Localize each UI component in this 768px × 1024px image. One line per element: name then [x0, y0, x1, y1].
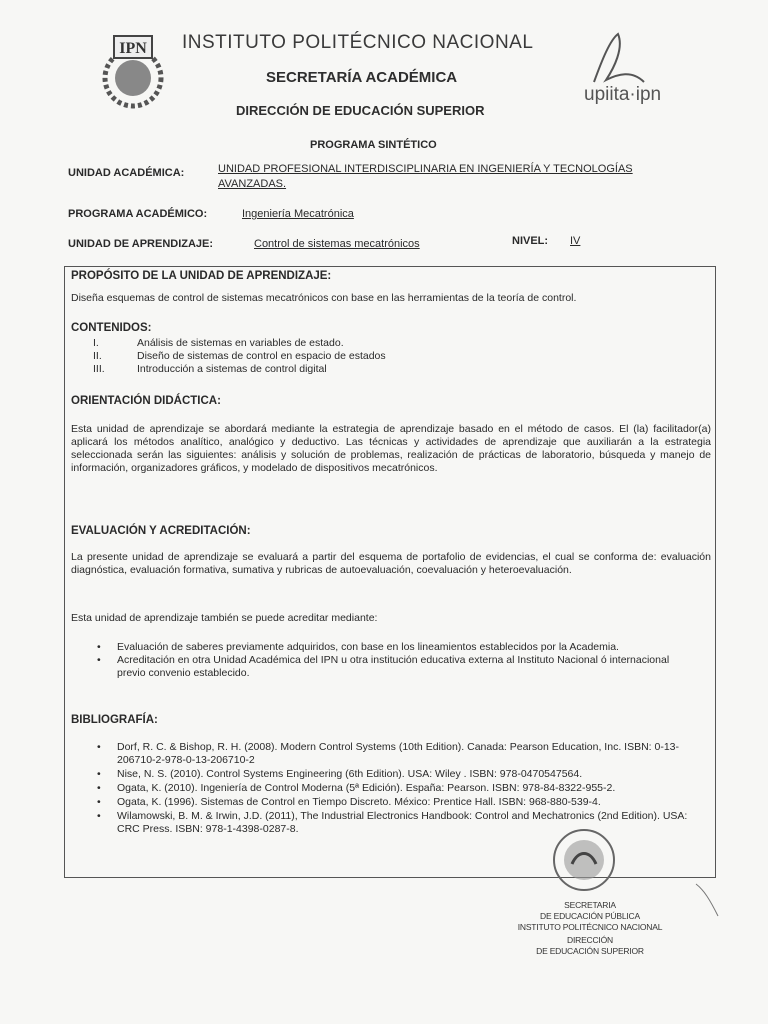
item-text: Análisis de sistemas en variables de estado.: [137, 337, 344, 349]
list-item: • Ogata, K. (2010). Ingeniería de Control Moderna (5ª Edición). España: Pearson. ISBN: 978-84-8322-955-2.: [71, 782, 711, 795]
list-item: [71, 337, 711, 350]
stamp-line: INSTITUTO POLITÉCNICO NACIONAL: [517, 922, 663, 932]
unidad-academica-value-line2: AVANZADAS.: [218, 178, 287, 190]
list-item: • Acreditación en otra Unidad Académica del IPN u otra institución educativa externa al Instituto Nacional ó internacional previo convenio establecido.: [71, 654, 691, 680]
stamp-line: DE EDUCACIÓN PÚBLICA: [540, 911, 640, 921]
acreditacion-intro: Esta unidad de aprendizaje también se puede acreditar mediante:: [71, 612, 378, 624]
mexico-seal-icon: [552, 828, 616, 892]
item-number: II.: [93, 350, 102, 362]
secretaria-title: SECRETARÍA ACADÉMICA: [266, 69, 458, 86]
contenidos-heading: CONTENIDOS:: [71, 322, 152, 334]
unidad-academica-value-line1: UNIDAD PROFESIONAL INTERDISCIPLINARIA EN INGENIERÍA Y TECNOLOGÍAS: [218, 163, 633, 175]
signature-mark: [694, 880, 724, 925]
nivel-label: NIVEL:: [512, 235, 549, 247]
upiita-logo-text: upiita·ipn: [584, 84, 662, 105]
direccion-title: DIRECCIÓN DE EDUCACIÓN SUPERIOR: [236, 103, 485, 118]
programa-sintetico-title: PROGRAMA SINTÉTICO: [310, 139, 437, 151]
item-text: Diseño de sistemas de control en espacio de estados: [137, 350, 386, 362]
bibliografia-list: [71, 741, 711, 836]
programa-academico-value: Ingeniería Mecatrónica: [242, 208, 354, 220]
evaluacion-heading: EVALUACIÓN Y ACREDITACIÓN:: [71, 525, 251, 537]
nivel-value: IV: [570, 235, 581, 247]
list-item: [71, 350, 711, 363]
ipn-logo: [100, 34, 166, 112]
unidad-aprendizaje-label: UNIDAD DE APRENDIZAJE:: [68, 238, 214, 250]
bibliografia-heading: BIBLIOGRAFÍA:: [71, 714, 158, 726]
orientacion-heading: ORIENTACIÓN DIDÁCTICA:: [71, 395, 221, 407]
institute-title: INSTITUTO POLITÉCNICO NACIONAL: [182, 32, 534, 53]
svg-text:IPN: IPN: [119, 40, 147, 57]
list-item: • Dorf, R. C. & Bishop, R. H. (2008). Modern Control Systems (10th Edition). Canada: Pearson Education, Inc. ISBN: 0-13-206710-2-978-0-13-206710-2: [71, 741, 711, 767]
list-item: • Ogata, K. (1996). Sistemas de Control en Tiempo Discreto. México: Prentice Hall. ISBN: 968-880-539-4.: [71, 796, 711, 809]
proposito-heading: PROPÓSITO DE LA UNIDAD DE APRENDIZAJE:: [71, 270, 332, 282]
list-item: • Nise, N. S. (2010). Control Systems Engineering (6th Edition). USA: Wiley . ISBN: 978-0470547564.: [71, 768, 711, 781]
acreditacion-list: [71, 641, 691, 680]
list-item: [71, 363, 711, 376]
contenidos-list: [71, 337, 711, 376]
unidad-academica-label: UNIDAD ACADÉMICA:: [68, 167, 185, 179]
list-item: • Wilamowski, B. M. & Irwin, J.D. (2011), The Industrial Electronics Handbook: Control and Mechatronics (2nd Edition). USA: CRC Press. ISBN: 978-1-4398-0287-8.: [71, 810, 711, 836]
content-box: [64, 266, 716, 878]
stamp-line: DE EDUCACIÓN SUPERIOR: [536, 946, 644, 956]
item-number: III.: [93, 363, 105, 375]
proposito-text: Diseña esquemas de control de sistemas mecatrónicos con base en las herramientas de la teoría de control.: [71, 292, 577, 304]
upiita-logo: [584, 30, 664, 116]
unidad-aprendizaje-value: Control de sistemas mecatrónicos: [254, 238, 420, 250]
programa-academico-label: PROGRAMA ACADÉMICO:: [68, 208, 208, 220]
list-item: • Evaluación de saberes previamente adquiridos, con base en los lineamientos establecidos por la Academia.: [71, 641, 691, 654]
orientacion-text: Esta unidad de aprendizaje se abordará mediante la estrategia de aprendizaje basado en el método de casos. El (la) facilitador(a) aplicará los métodos analítico, analógico y deductivo. Las técnicas y actividades de aprendizaje que auxiliarán a la estrategia seleccionada serán las siguientes: análisis y solución de problemas, realización de prácticas de laboratorio, búsqueda y manejo de información, organizadores gráficos, y modelado de dispositivos mecatrónicos.: [71, 423, 711, 474]
stamp-line: DIRECCIÓN: [567, 935, 613, 945]
item-number: I.: [93, 337, 99, 349]
item-text: Introducción a sistemas de control digital: [137, 363, 327, 375]
stamp-line: SECRETARIA: [564, 900, 616, 910]
evaluacion-text: La presente unidad de aprendizaje se evaluará a partir del esquema de portafolio de evidencias, el cual se conforma de: evaluación diagnóstica, evaluación formativa, sumativa y rubricas de autoevaluación, coevaluación y heteroevaluación.: [71, 551, 711, 576]
